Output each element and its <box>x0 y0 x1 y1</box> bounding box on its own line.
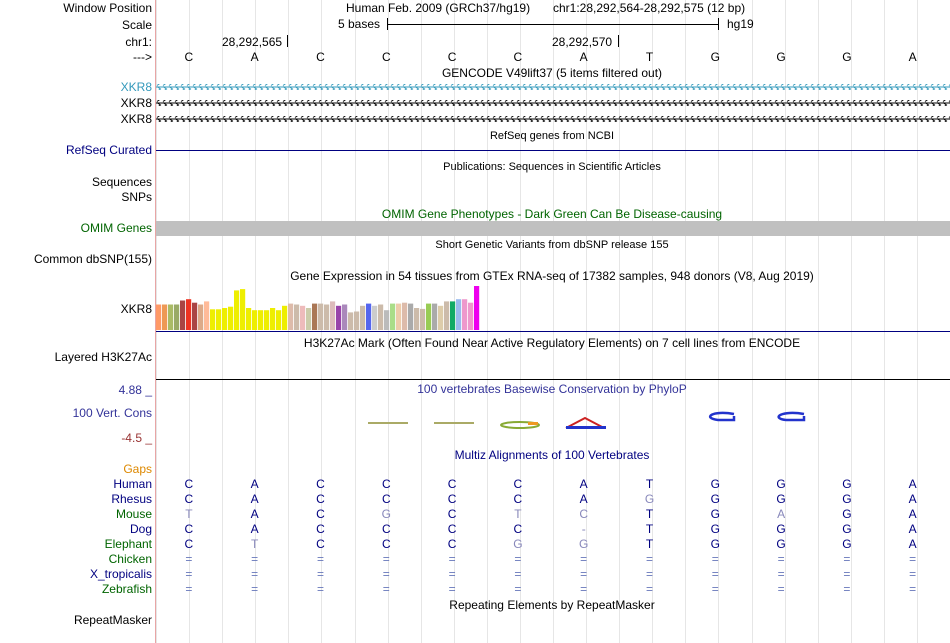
gencode-item-label-1[interactable]: XKR8 <box>120 80 152 94</box>
gtex-tissue-bar[interactable] <box>330 301 335 330</box>
repeatmasker-track-label[interactable]: RepeatMasker <box>73 613 152 627</box>
alignment-base: C <box>579 507 589 521</box>
gtex-tissue-bar[interactable] <box>384 310 389 330</box>
gtex-tissue-bar[interactable] <box>444 301 449 330</box>
alignment-base: A <box>908 477 917 491</box>
phylop-min-label: -4.5 _ <box>121 431 152 445</box>
reference-base: A <box>579 50 588 64</box>
gtex-tissue-bar[interactable] <box>462 299 467 330</box>
gtex-tissue-bar[interactable] <box>324 305 329 331</box>
alignment-base: C <box>316 537 325 551</box>
coord-tick-2 <box>618 35 619 47</box>
gtex-tissue-bar[interactable] <box>228 307 233 330</box>
gencode-transcript-2[interactable] <box>156 100 950 106</box>
reference-base: A <box>908 50 917 64</box>
phylop-base-4 <box>434 422 474 424</box>
alignment-base: = <box>382 567 390 581</box>
gtex-tissue-bar[interactable] <box>432 304 437 330</box>
alignment-base: G <box>710 537 720 551</box>
gtex-tissue-bar[interactable] <box>276 310 281 330</box>
reference-base: C <box>447 50 457 64</box>
phylop-track-label[interactable]: 100 Vert. Cons <box>72 406 152 420</box>
alignment-base: = <box>909 582 917 596</box>
gtex-bar-chart[interactable] <box>156 284 950 332</box>
sequences-track-label[interactable]: Sequences <box>91 175 152 189</box>
gtex-tissue-bar[interactable] <box>468 303 473 330</box>
gtex-tissue-bar[interactable] <box>450 301 455 330</box>
alignment-base: = <box>843 567 851 581</box>
alignment-base: G <box>513 537 523 551</box>
gtex-track-label[interactable]: XKR8 <box>120 302 152 316</box>
phylop-max-label: 4.88 _ <box>118 383 152 397</box>
position-readout: chr1:28,292,564-28,292,575 (12 bp) <box>553 1 746 15</box>
alignment-base: = <box>645 552 654 566</box>
alignment-base: A <box>250 477 259 491</box>
omim-gene-bar[interactable] <box>156 221 950 236</box>
gtex-tissue-bar[interactable] <box>408 304 413 330</box>
alignment-base: C <box>513 477 523 491</box>
alignment-base: C <box>447 477 457 491</box>
gtex-tissue-bar[interactable] <box>270 308 275 330</box>
alignment-base: A <box>250 507 259 521</box>
refseq-track-label[interactable]: RefSeq Curated <box>65 143 152 157</box>
phylop-logo <box>156 405 950 435</box>
alignment-base: = <box>316 582 325 596</box>
refseq-track-title: RefSeq genes from NCBI <box>489 130 615 142</box>
alignment-base: = <box>251 582 259 596</box>
phylop-base-9 <box>710 413 734 420</box>
species-label[interactable]: Zebrafish <box>101 582 152 596</box>
gtex-tissue-bar[interactable] <box>240 289 245 330</box>
alignment-base: G <box>776 522 786 536</box>
alignment-base: = <box>448 552 456 566</box>
alignment-base: = <box>448 582 456 596</box>
gtex-tissue-bar[interactable] <box>210 309 215 330</box>
alignment-base: = <box>777 567 785 581</box>
alignment-base: G <box>842 492 852 506</box>
gtex-tissue-bar[interactable] <box>426 304 431 330</box>
species-label[interactable]: Rhesus <box>111 492 152 506</box>
alignment-base: = <box>843 552 851 566</box>
alignment-base: G <box>776 537 786 551</box>
alignment-base: = <box>448 567 456 581</box>
window-position-label: Window Position <box>63 1 152 15</box>
h3k27ac-track-label[interactable]: Layered H3K27Ac <box>54 350 152 364</box>
alignment-base: = <box>251 567 259 581</box>
multiz-track-title: Multiz Alignments of 100 Vertebrates <box>454 448 650 462</box>
reference-base: C <box>316 50 325 64</box>
gtex-tissue-bar[interactable] <box>390 304 395 330</box>
reference-base: G <box>710 50 720 64</box>
alignment-base: = <box>580 552 588 566</box>
gtex-tissue-bar[interactable] <box>438 306 443 330</box>
alignment-base: = <box>580 582 588 596</box>
gtex-tissue-bar[interactable] <box>372 306 377 330</box>
alignment-base: G <box>381 507 391 521</box>
alignment-base: = <box>514 582 522 596</box>
gtex-tissue-bar[interactable] <box>300 306 305 330</box>
alignment-base: G <box>842 477 852 491</box>
gtex-tissue-bar[interactable] <box>294 305 299 331</box>
alignment-base: = <box>514 552 522 566</box>
alignment-base: C <box>447 537 457 551</box>
reference-base: A <box>250 50 259 64</box>
scale-label: Scale <box>121 18 152 32</box>
gtex-tissue-bar[interactable] <box>252 310 257 330</box>
alignment-base: C <box>381 477 391 491</box>
omim-track-title: OMIM Gene Phenotypes - Dark Green Can Be Disease-causing <box>381 207 723 221</box>
h3k27ac-baseline <box>156 379 950 380</box>
species-label[interactable]: Elephant <box>104 537 152 551</box>
alignment-base: G <box>842 537 852 551</box>
alignment-base: C <box>381 522 391 536</box>
gtex-tissue-bar[interactable] <box>348 312 353 330</box>
reference-base: C <box>184 50 194 64</box>
alignment-base: T <box>251 537 259 551</box>
alignment-base: T <box>645 507 654 521</box>
gtex-tissue-bar[interactable] <box>474 286 479 330</box>
species-label[interactable]: Mouse <box>115 507 152 521</box>
gtex-tissue-bar[interactable] <box>216 309 221 330</box>
gtex-tissue-bar[interactable] <box>306 308 311 330</box>
coord-label-2: 28,292,570 <box>552 35 613 49</box>
gtex-tissue-bar[interactable] <box>360 306 365 330</box>
alignment-base: C <box>184 537 194 551</box>
coord-tick-1 <box>287 35 288 47</box>
gtex-gene-line <box>156 331 950 332</box>
alignment-base: G <box>776 477 786 491</box>
alignment-base: C <box>447 507 457 521</box>
alignment-base: C <box>316 492 325 506</box>
alignment-base: C <box>381 537 391 551</box>
gtex-tissue-bar[interactable] <box>456 299 461 330</box>
species-label[interactable]: X_tropicalis <box>89 567 152 581</box>
alignment-base: C <box>513 492 523 506</box>
scale-bar-end-tick <box>718 18 719 30</box>
strand-arrow-label: ---> <box>133 50 152 64</box>
gtex-tissue-bar[interactable] <box>162 305 167 331</box>
alignment-base: G <box>710 477 720 491</box>
gtex-tissue-bar[interactable] <box>246 308 251 330</box>
gtex-tissue-bar[interactable] <box>156 305 161 331</box>
alignment-base: C <box>184 522 194 536</box>
gtex-tissue-bar[interactable] <box>198 305 203 331</box>
alignment-base: C <box>447 522 457 536</box>
gencode-item-label-2[interactable]: XKR8 <box>120 96 152 110</box>
assembly-title: Human Feb. 2009 (GRCh37/hg19) <box>346 1 531 15</box>
alignment-base: G <box>579 537 589 551</box>
gencode-transcript-1[interactable] <box>156 84 950 90</box>
gencode-transcripts[interactable] <box>156 80 950 126</box>
gtex-tissue-bar[interactable] <box>366 304 371 330</box>
alignment-base: A <box>579 477 588 491</box>
gtex-tissue-bar[interactable] <box>414 308 419 330</box>
scale-bar-line <box>387 24 718 25</box>
alignment-base: T <box>514 507 522 521</box>
gtex-tissue-bar[interactable] <box>234 290 239 330</box>
repeatmasker-track-title: Repeating Elements by RepeatMasker <box>449 598 655 612</box>
snps-track-label[interactable]: SNPs <box>121 190 152 204</box>
alignment-base: G <box>644 492 655 506</box>
alignment-base: = <box>777 552 785 566</box>
alignment-base: = <box>645 567 654 581</box>
scale-genome-label: hg19 <box>727 17 754 31</box>
alignment-base: G <box>710 492 720 506</box>
alignment-base: A <box>908 507 917 521</box>
reference-base: G <box>842 50 852 64</box>
alignment-base: = <box>645 582 654 596</box>
alignment-base: = <box>711 582 719 596</box>
alignment-base: C <box>316 522 325 536</box>
species-label[interactable]: Human <box>113 477 152 491</box>
alignment-base: = <box>316 567 325 581</box>
phylop-base-3 <box>368 422 408 424</box>
alignment-base: G <box>842 507 852 521</box>
alignment-base: A <box>908 492 917 506</box>
gtex-tissue-bar[interactable] <box>336 306 341 330</box>
gtex-tissue-bar[interactable] <box>342 305 347 331</box>
alignment-base: G <box>842 522 852 536</box>
alignment-base: = <box>185 552 193 566</box>
gtex-tissue-bar[interactable] <box>402 303 407 330</box>
alignment-base: = <box>711 567 719 581</box>
coord-label-1: 28,292,565 <box>222 35 283 49</box>
reference-base: C <box>513 50 523 64</box>
gtex-tissue-bar[interactable] <box>420 309 425 330</box>
gtex-tissue-bar[interactable] <box>180 301 185 331</box>
alignment-base: = <box>185 582 193 596</box>
alignment-base: = <box>251 552 259 566</box>
alignment-base: A <box>579 492 588 506</box>
alignment-base: C <box>316 477 325 491</box>
dbsnp-track-label[interactable]: Common dbSNP(155) <box>33 252 152 266</box>
gtex-tissue-bar[interactable] <box>288 304 293 330</box>
gtex-tissue-bar[interactable] <box>192 303 197 330</box>
alignment-base: T <box>645 477 654 491</box>
publications-track-title: Publications: Sequences in Scientific Articles <box>443 161 661 173</box>
species-label[interactable]: Dog <box>129 522 152 536</box>
species-label[interactable]: Chicken <box>108 552 152 566</box>
gtex-tissue-bar[interactable] <box>258 310 263 330</box>
phylop-base-7 <box>566 418 606 429</box>
refseq-gene-line[interactable] <box>156 150 950 151</box>
gtex-tissue-bar[interactable] <box>354 312 359 331</box>
alignment-base: T <box>185 507 193 521</box>
alignment-base: = <box>514 567 522 581</box>
alignment-base: = <box>382 582 390 596</box>
gtex-tissue-bar[interactable] <box>378 305 383 331</box>
alignment-base: = <box>580 567 588 581</box>
gencode-track-title: GENCODE V49lift37 (5 items filtered out) <box>441 66 663 80</box>
alignment-base: A <box>250 522 259 536</box>
gtex-tissue-bar[interactable] <box>186 299 191 330</box>
gaps-label: Gaps <box>123 462 152 476</box>
gtex-track-title: Gene Expression in 54 tissues from GTEx RNA-seq of 17382 samples, 948 donors (V8, Aug 2019) <box>290 269 814 283</box>
alignment-base: C <box>184 492 194 506</box>
alignment-base: A <box>908 522 917 536</box>
alignment-base: T <box>645 537 654 551</box>
gtex-tissue-bar[interactable] <box>312 304 317 330</box>
alignment-base: A <box>908 537 917 551</box>
reference-base: G <box>776 50 786 64</box>
scale-bar-text: 5 bases <box>338 17 381 31</box>
gtex-tissue-bar[interactable] <box>222 308 227 330</box>
alignment-base: = <box>711 552 719 566</box>
alignment-base: C <box>447 492 457 506</box>
alignment-base: C <box>316 507 325 521</box>
reference-base: T <box>645 50 654 64</box>
phylop-base-6 <box>501 422 539 428</box>
alignment-base: C <box>513 522 523 536</box>
alignment-base: G <box>710 522 720 536</box>
gtex-tissue-bar[interactable] <box>396 304 401 330</box>
gtex-tissue-bar[interactable] <box>204 301 209 330</box>
h3k27ac-track-title: H3K27Ac Mark (Often Found Near Active Regulatory Elements) on 7 cell lines from ENCODE <box>303 336 801 350</box>
alignment-base: A <box>250 492 259 506</box>
alignment-base: = <box>316 552 325 566</box>
gtex-tissue-bar[interactable] <box>318 304 323 330</box>
gencode-item-label-3[interactable]: XKR8 <box>120 112 152 126</box>
alignment-base: = <box>909 567 917 581</box>
alignment-base: A <box>777 507 786 521</box>
gtex-tissue-bar[interactable] <box>264 310 269 330</box>
phylop-track-title: 100 vertebrates Basewise Conservation by PhyloP <box>417 382 687 396</box>
gtex-tissue-bar[interactable] <box>174 305 179 331</box>
omim-track-label[interactable]: OMIM Genes <box>80 221 152 235</box>
alignment-base: C <box>381 492 391 506</box>
phylop-base-10 <box>779 413 804 420</box>
alignment-base: = <box>382 552 390 566</box>
reference-base: C <box>381 50 391 64</box>
alignment-base: G <box>710 507 720 521</box>
alignment-base: = <box>843 582 851 596</box>
chrom-label: chr1: <box>125 35 152 49</box>
alignment-base: = <box>777 582 785 596</box>
alignment-base: C <box>184 477 194 491</box>
gtex-tissue-bar[interactable] <box>168 305 173 331</box>
alignment-base: T <box>645 522 654 536</box>
dbsnp-track-title: Short Genetic Variants from dbSNP release 155 <box>435 239 669 251</box>
alignment-base: = <box>909 552 917 566</box>
gencode-transcript-3[interactable] <box>156 116 950 122</box>
alignment-base: G <box>776 492 786 506</box>
alignment-base: - <box>581 522 586 536</box>
alignment-base: = <box>185 567 193 581</box>
gtex-tissue-bar[interactable] <box>282 306 287 330</box>
